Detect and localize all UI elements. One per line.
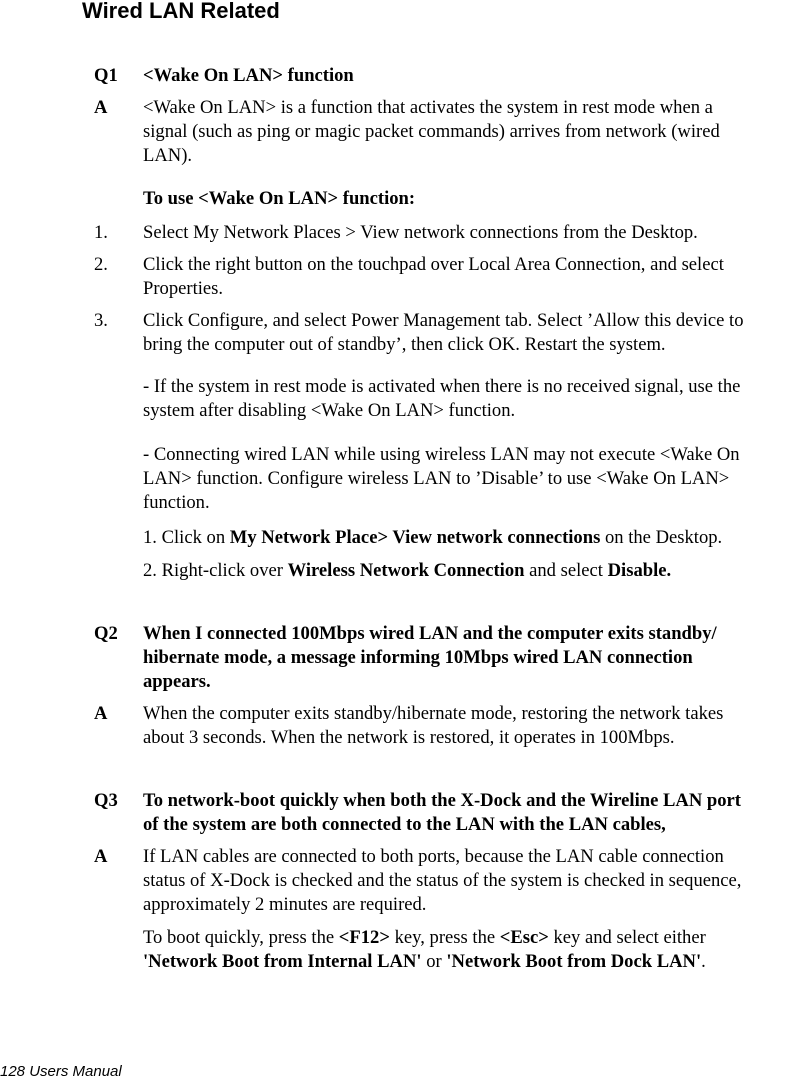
q1-answer-label: A — [94, 97, 108, 118]
step-text: bring the computer out of standby’, then click OK. Restart the system. — [143, 334, 666, 355]
step-text: Properties. — [143, 278, 224, 299]
q3-answer-line: status of X-Dock is checked and the status of the system is checked in sequence, — [143, 870, 742, 891]
note-text: LAN> function. Configure wireless LAN to ’Disable’ to use <Wake On LAN> — [143, 468, 730, 489]
q2-label: Q2 — [94, 623, 118, 644]
note-text: - Connecting wired LAN while using wireless LAN may not execute <Wake On — [143, 444, 740, 465]
q1-question: <Wake On LAN> function — [143, 65, 354, 86]
q3-answer-label: A — [94, 846, 108, 867]
q3-tip-line: To boot quickly, press the <F12> key, press the <Esc> key and select either — [143, 927, 706, 948]
step-text: Select My Network Places > View network connections from the Desktop. — [143, 222, 698, 243]
q3-question-line: To network-boot quickly when both the X-Dock and the Wireline LAN port — [143, 790, 741, 811]
step-text: Click the right button on the touchpad over Local Area Connection, and select — [143, 254, 724, 275]
q2-answer-label: A — [94, 703, 108, 724]
step-number: 2. — [94, 254, 108, 275]
q3-answer-line: If LAN cables are connected to both ports, because the LAN cable connection — [143, 846, 724, 867]
sub-step-1: 1. Click on My Network Place> View network connections on the Desktop. — [143, 527, 723, 548]
q3-tip-line: 'Network Boot from Internal LAN' or 'Network Boot from Dock LAN'. — [143, 951, 706, 972]
q3-answer-line: approximately 2 minutes are required. — [143, 894, 427, 915]
q2-question-line: hibernate mode, a message informing 10Mbps wired LAN connection — [143, 647, 693, 668]
q2-answer-line: When the computer exits standby/hibernate mode, restoring the network takes — [143, 703, 724, 724]
q1-answer-line: <Wake On LAN> is a function that activates the system in rest mode when a — [143, 97, 713, 118]
sub-step-2: 2. Right-click over Wireless Network Connection and select Disable. — [143, 560, 672, 581]
step-number: 1. — [94, 222, 108, 243]
q2-question-line: When I connected 100Mbps wired LAN and the computer exits standby/ — [143, 623, 717, 644]
note-text: system after disabling <Wake On LAN> function. — [143, 400, 516, 421]
q1-subheading: To use <Wake On LAN> function: — [143, 188, 416, 209]
step-text: Click Configure, and select Power Management tab. Select ’Allow this device to — [143, 310, 744, 331]
q1-label: Q1 — [94, 65, 118, 86]
q2-question-line: appears. — [143, 671, 211, 692]
step-number: 3. — [94, 310, 108, 331]
q2-answer-line: about 3 seconds. When the network is restored, it operates in 100Mbps. — [143, 727, 675, 748]
note-text: - If the system in rest mode is activated when there is no received signal, use the — [143, 376, 741, 397]
q3-question-line: of the system are both connected to the LAN with the LAN cables, — [143, 814, 666, 835]
page-footer: 128 Users Manual — [0, 1063, 122, 1080]
q1-answer-line: signal (such as ping or magic packet commands) arrives from network (wired — [143, 121, 720, 142]
section-title: Wired LAN Related — [82, 0, 280, 23]
q3-label: Q3 — [94, 790, 118, 811]
q1-answer-line: LAN). — [143, 145, 193, 166]
note-text: function. — [143, 492, 210, 513]
